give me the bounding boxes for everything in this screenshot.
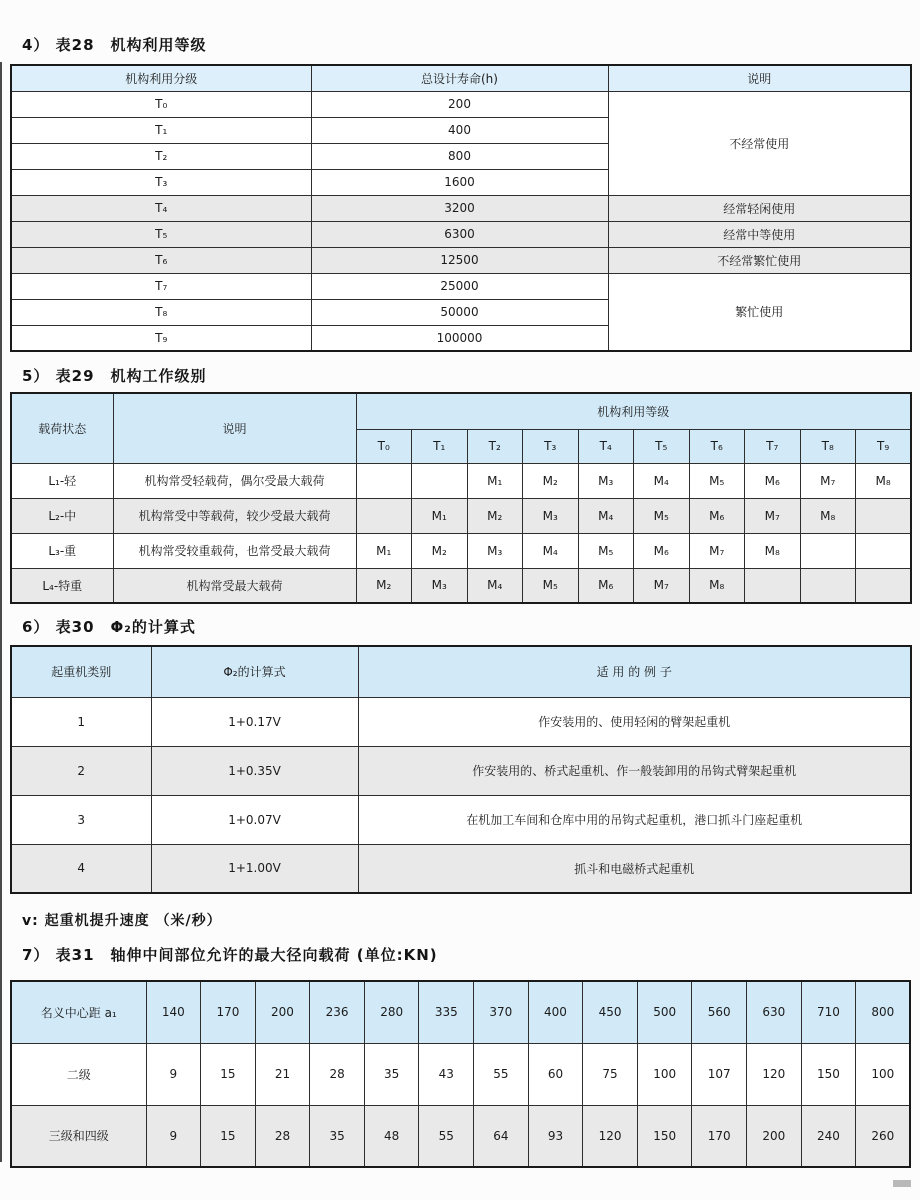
t31-distance-cell: 560 <box>692 981 747 1043</box>
t31-distance-cell: 400 <box>528 981 583 1043</box>
t31-load-cell: 21 <box>255 1043 310 1105</box>
t31-distance-cell: 710 <box>801 981 856 1043</box>
t31-load-cell: 120 <box>747 1043 802 1105</box>
t31-distance-cell: 236 <box>310 981 365 1043</box>
t31-load-cell: 15 <box>201 1105 256 1167</box>
t28-grade-cell: T₃ <box>11 169 311 195</box>
t29-m-cell <box>356 498 412 533</box>
t31-rowhead-cell: 三级和四级 <box>11 1105 146 1167</box>
t29-m-cell: M₇ <box>689 533 745 568</box>
t28-grade-cell: T₈ <box>11 299 311 325</box>
t29-m-cell: M₂ <box>523 463 579 498</box>
table30-row <box>11 746 911 795</box>
t29-m-cell: M₄ <box>467 568 523 603</box>
t29-tcol-cell: T₉ <box>856 429 912 463</box>
t29-desc-cell: 机构常受最大载荷 <box>113 568 356 603</box>
t30-formula-cell: 1+0.07V <box>151 795 358 844</box>
t31-load-cell: 28 <box>310 1043 365 1105</box>
t31-load-cell: 48 <box>364 1105 419 1167</box>
t31-distance-cell: 140 <box>146 981 201 1043</box>
t29-state-cell: L₁-轻 <box>11 463 113 498</box>
table28-header-row <box>11 65 911 91</box>
t29-m-cell: M₈ <box>745 533 801 568</box>
table30-phi2-formula <box>10 645 912 894</box>
t28-grade-cell: T₆ <box>11 247 311 273</box>
table28-title: 4） 表28 机构利用等级 <box>22 36 207 54</box>
t31-load-cell: 93 <box>528 1105 583 1167</box>
t28-life-cell: 800 <box>311 143 608 169</box>
t29-m-cell <box>856 533 912 568</box>
t29-m-cell: M₄ <box>523 533 579 568</box>
table28-mechanism-utilization <box>10 64 912 352</box>
t31-distance-cell: 280 <box>364 981 419 1043</box>
t31-load-cell: 43 <box>419 1043 474 1105</box>
table28-row <box>11 195 911 221</box>
t29-m-cell: M₄ <box>634 463 690 498</box>
t29-tcol-cell: T₀ <box>356 429 412 463</box>
hoisting-speed-note: v: 起重机提升速度 （米/秒） <box>22 913 222 929</box>
table29-row <box>11 463 911 498</box>
t28-life-cell: 200 <box>311 91 608 117</box>
t31-load-cell: 107 <box>692 1043 747 1105</box>
t30-example-cell: 在机加工车间和仓库中用的吊钩式起重机，港口抓斗门座起重机 <box>358 795 911 844</box>
t28-grade-cell: T₀ <box>11 91 311 117</box>
t31-distance-cell: 170 <box>201 981 256 1043</box>
table28-row <box>11 247 911 273</box>
table28-row <box>11 221 911 247</box>
t28-life-cell: 6300 <box>311 221 608 247</box>
t30-example-cell: 抓斗和电磁桥式起重机 <box>358 844 911 893</box>
t28-grade-cell: T₇ <box>11 273 311 299</box>
table29-row <box>11 533 911 568</box>
t29-state-cell: L₂-中 <box>11 498 113 533</box>
t29-m-cell: M₇ <box>745 498 801 533</box>
t31-load-cell: 28 <box>255 1105 310 1167</box>
t29-state-cell: L₄-特重 <box>11 568 113 603</box>
t29-tcol-cell: T₆ <box>689 429 745 463</box>
t30-header-formula: Φ₂的计算式 <box>151 646 358 697</box>
t31-load-cell: 35 <box>364 1043 419 1105</box>
t28-grade-cell: T₉ <box>11 325 311 351</box>
t29-m-cell: M₇ <box>634 568 690 603</box>
t28-note-cell: 经常轻闲使用 <box>608 195 911 221</box>
t29-tcol-cell: T₃ <box>523 429 579 463</box>
t29-m-cell: M₂ <box>356 568 412 603</box>
table29-row <box>11 498 911 533</box>
t29-m-cell: M₈ <box>689 568 745 603</box>
t31-load-cell: 240 <box>801 1105 856 1167</box>
t31-load-cell: 9 <box>146 1105 201 1167</box>
t31-header-center-distance: 名义中心距 a₁ <box>11 981 146 1043</box>
t30-example-cell: 作安装用的、使用轻闲的臂架起重机 <box>358 697 911 746</box>
t31-load-cell: 15 <box>201 1043 256 1105</box>
t29-header-desc: 说明 <box>113 393 356 463</box>
t28-header-life: 总设计寿命(h) <box>311 65 608 91</box>
t29-m-cell: M₈ <box>800 498 856 533</box>
t31-load-cell: 170 <box>692 1105 747 1167</box>
t31-distance-cell: 630 <box>747 981 802 1043</box>
table30-row <box>11 795 911 844</box>
t31-load-cell: 100 <box>637 1043 692 1105</box>
t29-m-cell: M₁ <box>356 533 412 568</box>
t28-life-cell: 25000 <box>311 273 608 299</box>
t28-note-cell: 不经常繁忙使用 <box>608 247 911 273</box>
t28-grade-cell: T₄ <box>11 195 311 221</box>
t28-life-cell: 12500 <box>311 247 608 273</box>
t29-m-cell: M₅ <box>689 463 745 498</box>
t29-m-cell <box>800 533 856 568</box>
table31-header-row <box>11 981 910 1043</box>
table30-row <box>11 697 911 746</box>
t31-distance-cell: 200 <box>255 981 310 1043</box>
t29-m-cell: M₁ <box>467 463 523 498</box>
t29-m-cell: M₆ <box>745 463 801 498</box>
t29-m-cell: M₂ <box>467 498 523 533</box>
t28-life-cell: 1600 <box>311 169 608 195</box>
table30-title: 6） 表30 Φ₂的计算式 <box>22 618 196 636</box>
t29-m-cell: M₅ <box>523 568 579 603</box>
table29-title: 5） 表29 机构工作级别 <box>22 367 207 385</box>
t31-distance-cell: 335 <box>419 981 474 1043</box>
t31-load-cell: 260 <box>856 1105 911 1167</box>
t29-m-cell: M₆ <box>578 568 634 603</box>
t28-life-cell: 3200 <box>311 195 608 221</box>
t31-load-cell: 35 <box>310 1105 365 1167</box>
t29-m-cell: M₆ <box>689 498 745 533</box>
t30-formula-cell: 1+0.17V <box>151 697 358 746</box>
t31-load-cell: 100 <box>856 1043 911 1105</box>
t29-header-load-state: 载荷状态 <box>11 393 113 463</box>
t30-formula-cell: 1+1.00V <box>151 844 358 893</box>
t30-formula-cell: 1+0.35V <box>151 746 358 795</box>
t31-load-cell: 75 <box>583 1043 638 1105</box>
t29-m-cell: M₃ <box>523 498 579 533</box>
table28-row <box>11 273 911 299</box>
t29-m-cell: M₇ <box>800 463 856 498</box>
table29-mechanism-working-grade <box>10 392 912 604</box>
table29-row <box>11 568 911 603</box>
t29-m-cell <box>856 568 912 603</box>
t31-load-cell: 55 <box>474 1043 529 1105</box>
t31-rowhead-cell: 二级 <box>11 1043 146 1105</box>
t31-load-cell: 60 <box>528 1043 583 1105</box>
t29-m-cell: M₈ <box>856 463 912 498</box>
scan-page-edge <box>0 62 2 1162</box>
t29-m-cell <box>412 463 468 498</box>
t28-grade-cell: T₂ <box>11 143 311 169</box>
t30-class-cell: 1 <box>11 697 151 746</box>
scan-artifact-mark <box>893 1180 911 1187</box>
t28-note-cell: 经常中等使用 <box>608 221 911 247</box>
t31-load-cell: 150 <box>801 1043 856 1105</box>
t29-m-cell <box>856 498 912 533</box>
t31-load-cell: 64 <box>474 1105 529 1167</box>
t29-m-cell: M₁ <box>412 498 468 533</box>
t30-example-cell: 作安装用的、桥式起重机、作一般装卸用的吊钩式臂架起重机 <box>358 746 911 795</box>
t31-distance-cell: 450 <box>583 981 638 1043</box>
t31-load-cell: 55 <box>419 1105 474 1167</box>
table29-header-row-1 <box>11 393 911 429</box>
t30-header-class: 起重机类别 <box>11 646 151 697</box>
table28-row <box>11 91 911 117</box>
t28-header-note: 说明 <box>608 65 911 91</box>
t31-load-cell: 150 <box>637 1105 692 1167</box>
t29-m-cell: M₃ <box>578 463 634 498</box>
table31-row <box>11 1043 910 1105</box>
t29-m-cell <box>356 463 412 498</box>
t29-m-cell: M₃ <box>467 533 523 568</box>
t29-m-cell: M₂ <box>412 533 468 568</box>
t30-header-examples: 适 用 的 例 子 <box>358 646 911 697</box>
table31-row <box>11 1105 910 1167</box>
t31-distance-cell: 370 <box>474 981 529 1043</box>
t29-header-utilization: 机构利用等级 <box>356 393 911 429</box>
t29-state-cell: L₃-重 <box>11 533 113 568</box>
t29-tcol-cell: T₅ <box>634 429 690 463</box>
t31-load-cell: 120 <box>583 1105 638 1167</box>
t28-note-cell: 不经常使用 <box>608 91 911 195</box>
table30-header-row <box>11 646 911 697</box>
t28-life-cell: 50000 <box>311 299 608 325</box>
t30-class-cell: 2 <box>11 746 151 795</box>
t29-desc-cell: 机构常受中等载荷，较少受最大载荷 <box>113 498 356 533</box>
table31-title: 7） 表31 轴伸中间部位允许的最大径向载荷 (单位:KN) <box>22 946 438 964</box>
table31-max-radial-load <box>10 980 911 1168</box>
t29-m-cell: M₃ <box>412 568 468 603</box>
t29-tcol-cell: T₂ <box>467 429 523 463</box>
t29-m-cell: M₄ <box>578 498 634 533</box>
t29-tcol-cell: T₁ <box>412 429 468 463</box>
t30-class-cell: 4 <box>11 844 151 893</box>
t28-note-cell: 繁忙使用 <box>608 273 911 351</box>
t29-tcol-cell: T₈ <box>800 429 856 463</box>
t29-tcol-cell: T₇ <box>745 429 801 463</box>
t28-life-cell: 100000 <box>311 325 608 351</box>
t29-m-cell: M₅ <box>634 498 690 533</box>
t28-grade-cell: T₁ <box>11 117 311 143</box>
t31-distance-cell: 800 <box>856 981 911 1043</box>
t30-class-cell: 3 <box>11 795 151 844</box>
table30-row <box>11 844 911 893</box>
t29-desc-cell: 机构常受轻载荷，偶尔受最大载荷 <box>113 463 356 498</box>
t28-header-grade: 机构利用分级 <box>11 65 311 91</box>
t29-tcol-cell: T₄ <box>578 429 634 463</box>
t31-distance-cell: 500 <box>637 981 692 1043</box>
t29-m-cell <box>745 568 801 603</box>
t28-grade-cell: T₅ <box>11 221 311 247</box>
t29-m-cell <box>800 568 856 603</box>
t28-life-cell: 400 <box>311 117 608 143</box>
t29-m-cell: M₅ <box>578 533 634 568</box>
t31-load-cell: 200 <box>747 1105 802 1167</box>
t31-load-cell: 9 <box>146 1043 201 1105</box>
t29-desc-cell: 机构常受较重载荷，也常受最大载荷 <box>113 533 356 568</box>
t29-m-cell: M₆ <box>634 533 690 568</box>
